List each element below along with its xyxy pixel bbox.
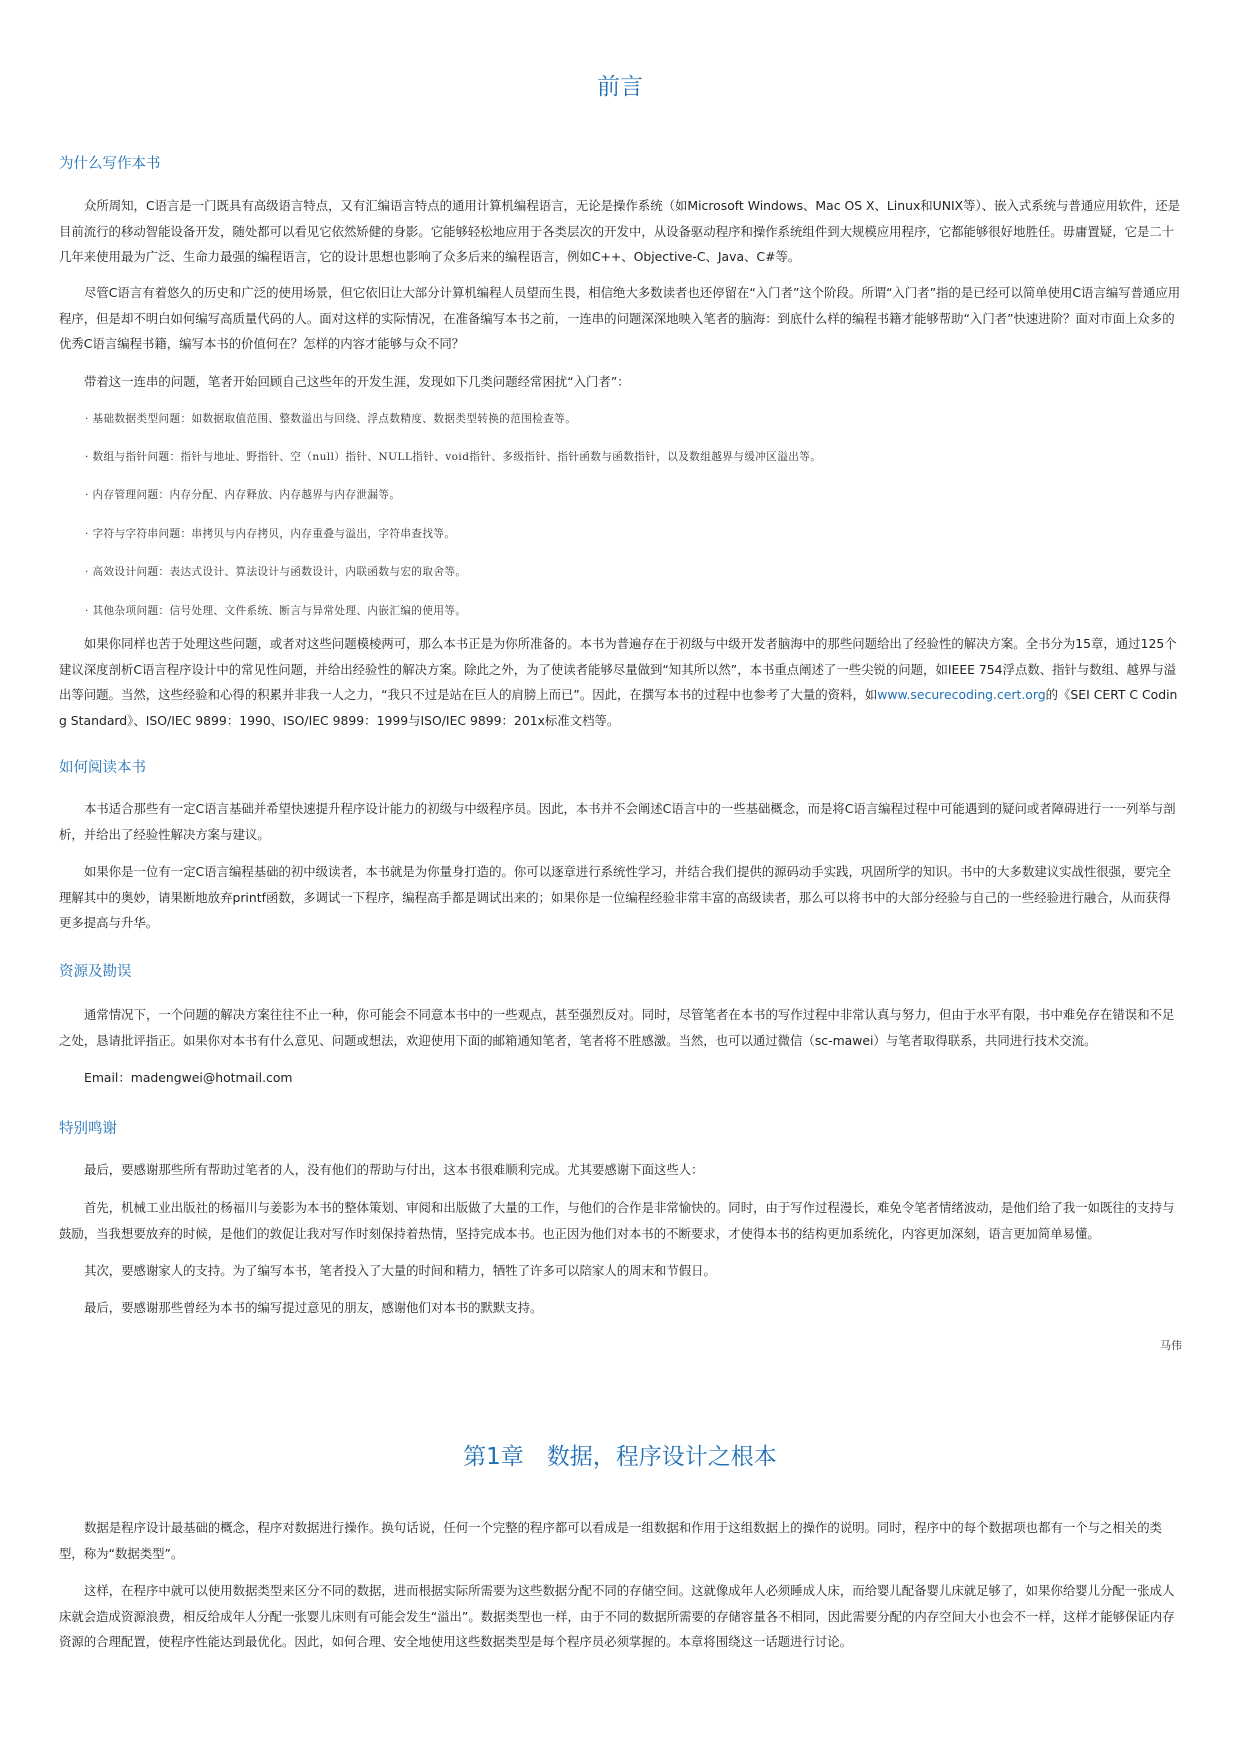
paragraph-text: 如果你同样也苦于处理这些问题，或者对这些问题模棱两可，那么本书正是为你所准备的。本书为普遍存在于初级与中级开发者脑海中的那些问题给出了经验性的解决方案。全书分为15章，通过125个建议深度剖析C语言程序设计中的常见性问题，并给出经验性的解决方案。除此之外，为了使读者能够尽量做到“知其所以然”，本书重点阐述了一些尖锐的问题，如IEEE 754浮点数、指针与数组、越界与溢出等问题。当然，这些经验和心得的积累并非我一人之力，“我只不过是站在巨人的肩膀上而已”。因此，在撰写本书的过程中也参考了大量的资料，如	[59, 636, 1177, 702]
section-heading-how: 如何阅读本书	[59, 760, 146, 776]
chapter-title: 第1章 数据，程序设计之根本	[463, 1444, 777, 1470]
paragraph: 带着这一连串的问题，笔者开始回顾自己这些年的开发生涯，发现如下几类问题经常困扰“入门者”：	[84, 374, 630, 389]
paragraph: 通常情况下，一个问题的解决方案往往不止一种，你可能会不同意本书中的一些观点，甚至强烈反对。同时，尽管笔者在本书的写作过程中非常认真与努力，但由于水平有限，书中难免存在错误和不足之处，恳请批评指正。如果你对本书有什么意见、问题或想法，欢迎使用下面的邮箱通知笔者，笔者将不胜感激。当然，也可以通过微信（sc-mawei）与笔者取得联系，共同进行技术交流。	[59, 1007, 1175, 1048]
list-item: · 字符与字符串问题：串拷贝与内存拷贝，内存重叠与溢出，字符串查找等。	[85, 528, 456, 540]
list-item: · 其他杂项问题：信号处理、文件系统、断言与异常处理、内嵌汇编的使用等。	[85, 605, 467, 617]
preface-title: 前言	[597, 74, 643, 100]
paragraph-text: 的《SEI CERT C Coding Standard》、ISO/IEC 9899：1990、ISO/IEC 9899：1999与ISO/IEC 9899：201x标准文档等。	[59, 687, 1178, 728]
paragraph: 最后，要感谢那些曾经为本书的编写提过意见的朋友，感谢他们对本书的默默支持。	[84, 1300, 543, 1315]
paragraph: 首先，机械工业出版社的杨福川与姜影为本书的整体策划、审阅和出版做了大量的工作，与他们的合作是非常愉快的。同时，由于写作过程漫长，难免令笔者情绪波动，是他们给了我一如既往的支持与鼓励，当我想要放弃的时候，是他们的敦促让我对写作时刻保持着热情，坚持完成本书。也正因为他们对本书的不断要求，才使得本书的结构更加系统化，内容更加深刻，语言更加简单易懂。	[59, 1200, 1175, 1241]
section-heading-thanks: 特别鸣谢	[59, 1121, 117, 1137]
paragraph: 本书适合那些有一定C语言基础并希望快速提升程序设计能力的初级与中级程序员。因此，本书并不会阐述C语言中的一些基础概念，而是将C语言编程过程中可能遇到的疑问或者障碍进行一一列举与剖析，并给出了经验性解决方案与建议。	[59, 801, 1176, 842]
paragraph: 数据是程序设计最基础的概念，程序对数据进行操作。换句话说，任何一个完整的程序都可以看成是一组数据和作用于这组数据上的操作的说明。同时，程序中的每个数据项也都有一个与之相关的类型，称为“数据类型”。	[59, 1520, 1162, 1561]
paragraph	[59, 631, 1182, 733]
paragraph: 尽管C语言有着悠久的历史和广泛的使用场景，但它依旧让大部分计算机编程人员望而生畏，相信绝大多数读者也还停留在“入门者”这个阶段。所谓“入门者”指的是已经可以简单使用C语言编写普通应用程序，但是却不明白如何编写高质量代码的人。面对这样的实际情况，在准备编写本书之前，一连串的问题深深地映入笔者的脑海：到底什么样的编程书籍才能够帮助“入门者”快速进阶？面对市面上众多的优秀C语言编程书籍，编写本书的价值何在？怎样的内容才能够与众不同？	[59, 285, 1181, 351]
list-item: · 内存管理问题：内存分配、内存释放、内存越界与内存泄漏等。	[85, 489, 401, 501]
paragraph: 这样，在程序中就可以使用数据类型来区分不同的数据，进而根据实际所需要为这些数据分配不同的存储空间。这就像成年人必须睡成人床，而给婴儿配备婴儿床就足够了，如果你给婴儿分配一张成人床就会造成资源浪费，相反给成年人分配一张婴儿床则有可能会发生“溢出”。数据类型也一样，由于不同的数据所需要的存储容量各不相同，因此需要分配的内存空间大小也会不一样，这样才能够保证内存资源的合理配置，使程序性能达到最优化。因此，如何合理、安全地使用这些数据类型是每个程序员必须掌握的。本章将围绕这一话题进行讨论。	[59, 1583, 1175, 1649]
list-item: · 基础数据类型问题：如数据取值范围、整数溢出与回绕、浮点数精度、数据类型转换的范围检查等。	[85, 413, 577, 425]
securecoding-link[interactable]: www.securecoding.cert.org	[877, 687, 1046, 702]
paragraph: 众所周知，C语言是一门既具有高级语言特点，又有汇编语言特点的通用计算机编程语言，无论是操作系统（如Microsoft Windows、Mac OS X、Linux和UNIX等）、嵌入式系统与普通应用软件，还是目前流行的移动智能设备开发，随处都可以看见它依然矫健的身影。它能够轻松地应用于各类层次的开发中，从设备驱动程序和操作系统组件到大规模应用程序，它都能够很好地胜任。毋庸置疑，它是二十几年来使用最为广泛、生命力最强的编程语言，它的设计思想也影响了众多后来的编程语言，例如C++、Objective-C、Java、C#等。	[59, 198, 1180, 264]
paragraph: 最后，要感谢那些所有帮助过笔者的人，没有他们的帮助与付出，这本书很难顺利完成。尤其要感谢下面这些人：	[84, 1162, 704, 1177]
list-item: · 高效设计问题：表达式设计、算法设计与函数设计，内联函数与宏的取舍等。	[85, 566, 467, 578]
paragraph: 其次，要感谢家人的支持。为了编写本书，笔者投入了大量的时间和精力，牺牲了许多可以陪家人的周末和节假日。	[84, 1263, 716, 1278]
section-heading-why: 为什么写作本书	[59, 156, 161, 172]
section-heading-errata: 资源及勘误	[59, 964, 132, 980]
email-line: Email：madengwei@hotmail.com	[84, 1070, 293, 1085]
list-item: · 数组与指针问题：指针与地址、野指针、空（null）指针、NULL指针、void指针、多级指针、指针函数与函数指针，以及数组越界与缓冲区溢出等。	[85, 451, 822, 463]
signature: 马伟	[1160, 1339, 1182, 1352]
paragraph: 如果你是一位有一定C语言编程基础的初中级读者，本书就是为你量身打造的。你可以逐章进行系统性学习，并结合我们提供的源码动手实践，巩固所学的知识。书中的大多数建议实战性很强，要完全理解其中的奥妙，请果断地放弃printf函数，多调试一下程序，编程高手都是调试出来的；如果你是一位编程经验非常丰富的高级读者，那么可以将书中的大部分经验与自己的一些经验进行融合，从而获得更多提高与升华。	[59, 864, 1171, 930]
